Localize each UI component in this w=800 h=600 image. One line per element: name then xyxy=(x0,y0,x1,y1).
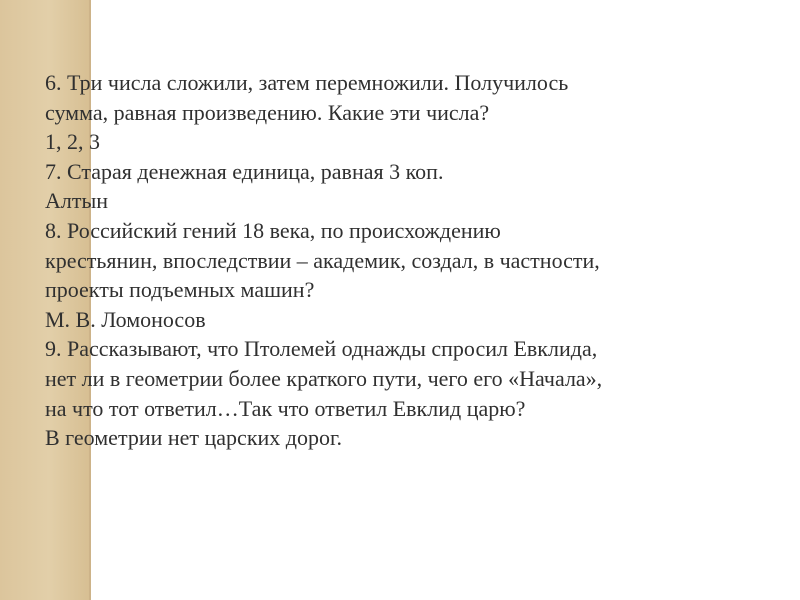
answer-7: Алтын xyxy=(45,188,109,214)
question-8-line-1: 8. Российский гений 18 века, по происхождению xyxy=(45,217,501,243)
question-8-line-2: крестьянин, впоследствии – академик, создал, в частности, xyxy=(45,247,600,273)
question-9-line-1: 9. Рассказывают, что Птолемей однажды спросил Евклида, xyxy=(45,336,598,362)
quiz-text-block xyxy=(45,68,785,453)
answer-8: М. В. Ломоносов xyxy=(45,306,206,332)
answer-6: 1, 2, 3 xyxy=(45,129,100,155)
question-9-line-2: нет ли в геометрии более краткого пути, чего его «Начала», xyxy=(45,365,603,391)
question-6-line-2: сумма, равная произведению. Какие эти числа? xyxy=(45,99,490,125)
question-7: 7. Старая денежная единица, равная 3 коп. xyxy=(45,158,444,184)
question-6-line-1: 6. Три числа сложили, затем перемножили. Получилось xyxy=(45,70,569,95)
question-9-line-3: на что тот ответил…Так что ответил Евклид царю? xyxy=(45,395,526,421)
answer-9: В геометрии нет царских дорог. xyxy=(45,425,343,451)
question-8-line-3: проекты подъемных машин? xyxy=(45,277,315,303)
